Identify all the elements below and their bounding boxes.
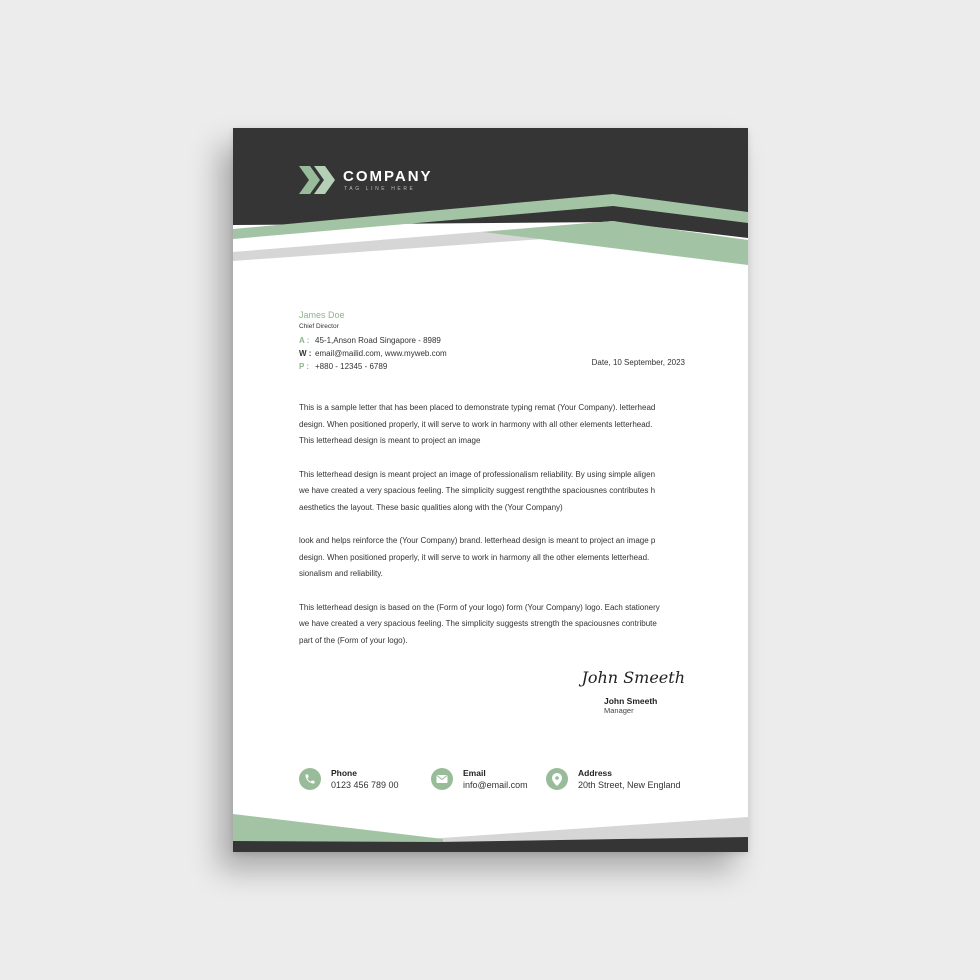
contact-email-value: info@email.com bbox=[463, 779, 528, 790]
contact-address-value: 20th Street, New England bbox=[578, 779, 681, 790]
email-icon bbox=[431, 768, 453, 790]
paragraph bbox=[299, 533, 689, 583]
paragraph-line: This is a sample letter that has been placed to demonstrate typing remat (Your Company). letterhead bbox=[299, 403, 656, 412]
company-logo-icon bbox=[299, 166, 337, 194]
paragraph bbox=[299, 467, 689, 517]
paragraph-line: we have created a very spacious feeling. The simplicity suggests strength the spaciousnes contribute bbox=[299, 619, 657, 628]
paragraph-line: aesthetics the layout. These basic qualities along with the (Your Company) bbox=[299, 502, 563, 512]
sender-block bbox=[299, 310, 599, 373]
header-band bbox=[233, 128, 748, 268]
signature-script: John Smeeth bbox=[581, 668, 685, 687]
paragraph-line: This letterhead design is meant project an image of professionalism reliability. By using simple aligen bbox=[299, 469, 656, 479]
sender-name: James Doe bbox=[299, 310, 345, 320]
sender-web: email@mailid.com, www.myweb.com bbox=[315, 349, 447, 358]
contact-phone-value: 0123 456 789 00 bbox=[331, 779, 399, 790]
company-tagline: TAG LINE HERE bbox=[344, 186, 416, 192]
paragraph-line: design. When positioned properly, it will serve to work in harmony with all other elements letterhead. bbox=[299, 419, 653, 429]
contact-phone bbox=[299, 766, 399, 792]
paragraph-line: This letterhead design is based on the (Form of your logo) form (Your Company) logo. Each stationery bbox=[299, 602, 660, 612]
letter-body bbox=[299, 400, 689, 666]
web-label: W : bbox=[299, 349, 312, 358]
contact-address bbox=[546, 766, 681, 792]
letterhead-sheet bbox=[233, 128, 748, 852]
contact-phone-label: Phone bbox=[331, 767, 357, 778]
paragraph-line: we have created a very spacious feeling. The simplicity suggest rengththe spaciousnes contributes h bbox=[299, 486, 656, 495]
paragraph-line: sionalism and reliability. bbox=[299, 569, 383, 578]
paragraph bbox=[299, 600, 689, 650]
location-pin-icon bbox=[546, 768, 568, 790]
contact-email bbox=[431, 766, 528, 792]
address-label: A : bbox=[299, 336, 310, 345]
contact-address-label: Address bbox=[578, 767, 613, 778]
signer-name: John Smeeth bbox=[604, 696, 658, 706]
paragraph bbox=[299, 400, 689, 450]
signer-role: Manager bbox=[604, 706, 634, 715]
sender-web-line bbox=[299, 347, 599, 360]
paragraph-line: look and helps reinforce the (Your Company) brand. letterhead design is meant to project an image p bbox=[299, 536, 656, 545]
signer-block bbox=[604, 696, 657, 715]
phone-label: P : bbox=[299, 362, 310, 371]
contact-email-label: Email bbox=[463, 767, 486, 778]
company-name: COMPANY bbox=[343, 168, 433, 185]
phone-icon bbox=[299, 768, 321, 790]
sender-address-line bbox=[299, 334, 599, 347]
footer-band bbox=[233, 812, 748, 852]
sender-title: Chief Director bbox=[299, 323, 339, 330]
sender-address: 45-1,Anson Road Singapore - 8989 bbox=[315, 336, 441, 345]
sender-phone-line bbox=[299, 360, 599, 373]
sender-phone: +880 - 12345 - 6789 bbox=[315, 362, 388, 371]
paragraph-line: This letterhead design is meant to project an image bbox=[299, 436, 481, 445]
letter-date: Date, 10 September, 2023 bbox=[591, 358, 685, 367]
paragraph-line: part of the (Form of your logo). bbox=[299, 635, 408, 645]
paragraph-line: design. When positioned properly, it will serve to work in harmony all the other elements letterhead. bbox=[299, 552, 650, 562]
